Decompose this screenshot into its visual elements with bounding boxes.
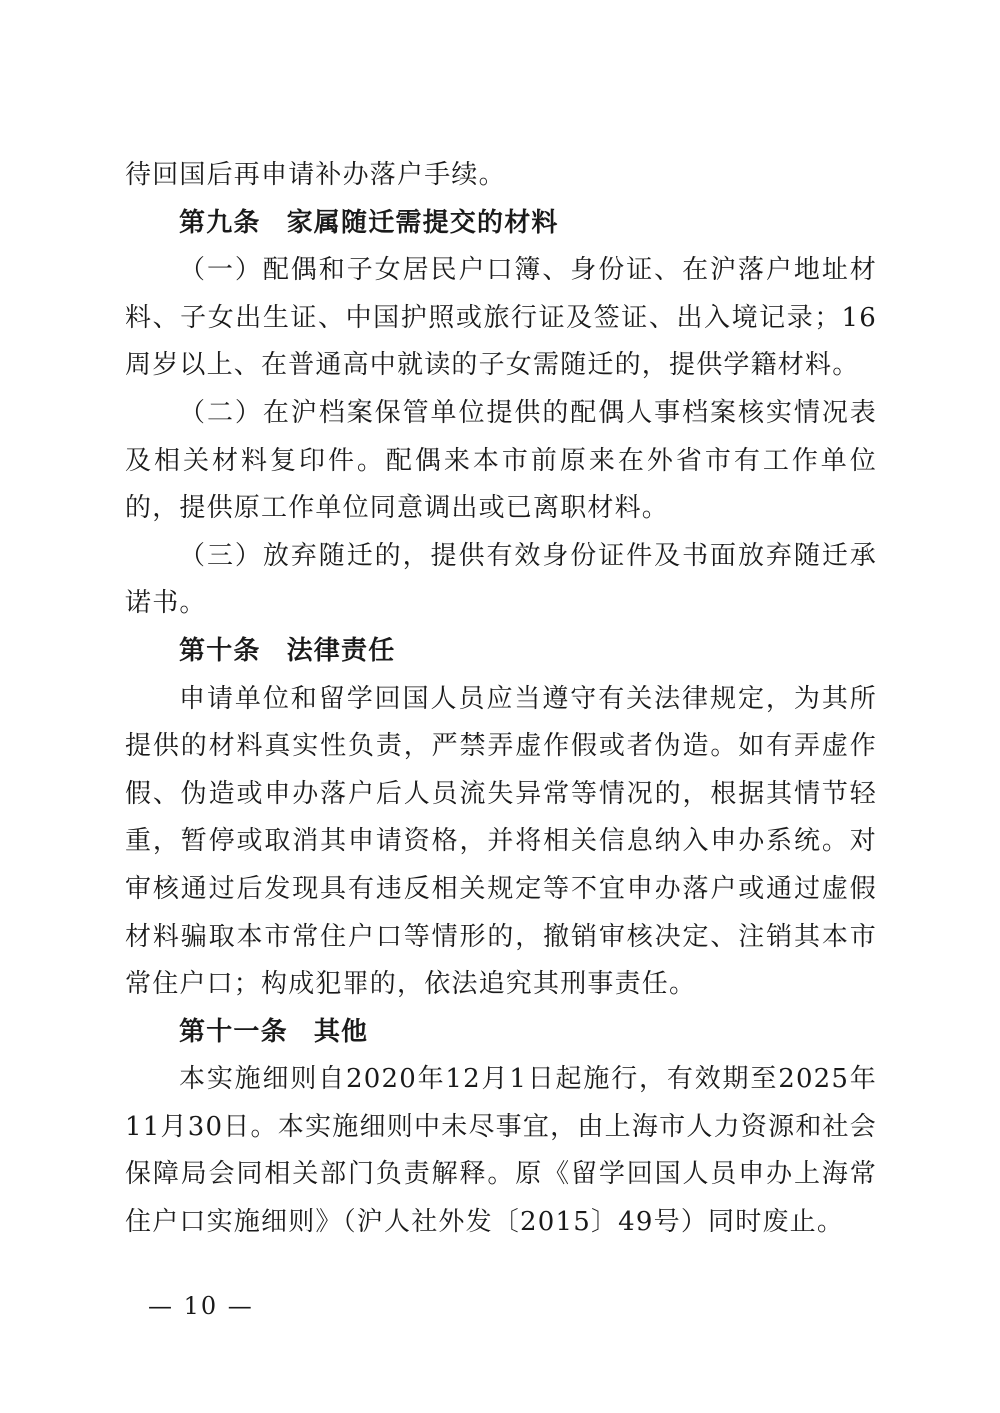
article-11-heading [125,1009,877,1057]
article-10-heading [125,628,877,676]
article-9-item-2: （二）在沪档案保管单位提供的配偶人事档案核实情况表及相关材料复印件。配偶来本市前原来在外省市有工作单位的，提供原工作单位同意调出或已离职材料。 [125,397,877,524]
article-11-body: 本实施细则自2020年12月1日起施行，有效期至2025年11月30日。本实施细则中未尽事宜，由上海市人力资源和社会保障局会同相关部门负责解释。原《留学回国人员申办上海常住户口实施细则》（沪人社外发〔2015〕49号）同时废止。 [125,1064,877,1238]
article-10-number: 第十条 [179,635,261,666]
article-10-title: 法律责任 [286,635,396,666]
article-11-title: 其他 [313,1016,369,1047]
article-9-heading [125,200,877,248]
article-9-number: 第九条 [179,207,261,238]
article-9-title: 家属随迁需提交的材料 [286,207,559,238]
article-10-body: 申请单位和留学回国人员应当遵守有关法律规定，为其所提供的材料真实性负责，严禁弄虚作假或者伪造。如有弄虚作假、伪造或申办落户后人员流失异常等情况的，根据其情节轻重，暂停或取消其申请资格，并将相关信息纳入申办系统。对审核通过后发现具有违反相关规定等不宜申办落户或通过虚假材料骗取本市常住户口等情形的，撤销审核决定、注销其本市常住户口；构成犯罪的，依法追究其刑事责任。 [125,683,877,1000]
paragraph-continuation: 待回国后再申请补办落户手续。 [125,160,506,190]
page-number: — 10 — [148,1292,254,1320]
article-9-item-3: （三）放弃随迁的，提供有效身份证件及书面放弃随迁承诺书。 [125,540,877,619]
article-9-item-1: （一）配偶和子女居民户口簿、身份证、在沪落户地址材料、子女出生证、中国护照或旅行证及签证、出入境记录；16周岁以上、在普通高中就读的子女需随迁的，提供学籍材料。 [125,255,877,381]
article-11-number: 第十一条 [179,1016,288,1047]
document-body [125,152,877,1247]
